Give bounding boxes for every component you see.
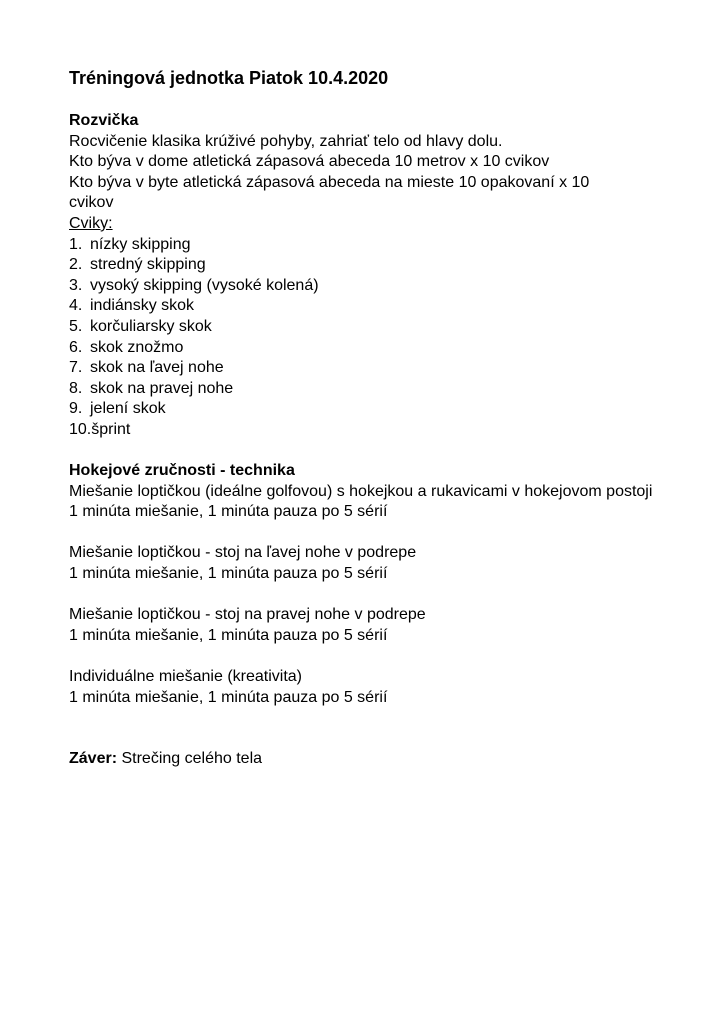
- list-item-text: skok na ľavej nohe: [90, 359, 224, 377]
- list-item: [69, 399, 689, 420]
- hockey-block-desc: Miešanie loptičkou (ideálne golfovou) s hokejkou a rukavicami v hokejovom postoji: [69, 482, 653, 500]
- hockey-section: [69, 461, 689, 708]
- list-item-number: 8.: [69, 379, 83, 397]
- hockey-block-desc: Miešanie loptičkou - stoj na pravej nohe v podrepe: [69, 606, 426, 624]
- list-item: [69, 317, 689, 338]
- exercise-list: [69, 235, 689, 441]
- warmup-line: Kto býva v byte atletická zápasová abeceda na mieste 10 opakovaní x 10 cvikov: [69, 173, 590, 212]
- hockey-block-detail: 1 minúta miešanie, 1 minúta pauza po 5 sérií: [69, 503, 388, 521]
- list-item: [69, 338, 689, 359]
- closing-section: [69, 749, 689, 770]
- list-item-number: 7.: [69, 359, 83, 377]
- closing-label: Záver:: [69, 750, 118, 768]
- list-item-text: nízky skipping: [90, 235, 191, 253]
- list-item-number: 3.: [69, 276, 83, 294]
- list-item-number: 2.: [69, 256, 83, 274]
- list-item-text: jelení skok: [90, 400, 166, 418]
- list-item-number: 10.: [69, 420, 92, 438]
- list-item: [69, 235, 689, 256]
- list-item-number: 4.: [69, 297, 83, 315]
- hockey-block-detail: 1 minúta miešanie, 1 minúta pauza po 5 sérií: [69, 688, 388, 706]
- list-item: [69, 296, 689, 317]
- list-item: [69, 379, 689, 400]
- hockey-heading: Hokejové zručnosti - technika: [69, 462, 295, 480]
- hockey-block-detail: 1 minúta miešanie, 1 minúta pauza po 5 sérií: [69, 626, 388, 644]
- document-title: Tréningová jednotka Piatok 10.4.2020: [69, 68, 389, 88]
- list-item-number: 1.: [69, 235, 83, 253]
- warmup-line: Kto býva v dome atletická zápasová abeceda 10 metrov x 10 cvikov: [69, 153, 550, 171]
- list-item: [69, 255, 689, 276]
- list-item-text: šprint: [91, 420, 131, 438]
- list-item: [69, 358, 689, 379]
- list-item-text: korčuliarsky skok: [90, 317, 212, 335]
- list-item: [69, 276, 689, 297]
- warmup-heading: Rozvička: [69, 112, 139, 129]
- list-item-number: 6.: [69, 338, 83, 356]
- document-page: [69, 66, 689, 770]
- list-item-number: 5.: [69, 317, 83, 335]
- hockey-block-desc: Individuálne miešanie (kreativita): [69, 668, 302, 686]
- list-item-text: skok na pravej nohe: [90, 379, 234, 397]
- list-item-text: vysoký skipping (vysoké kolená): [90, 276, 319, 294]
- exercises-label: Cviky:: [69, 214, 113, 232]
- list-item-text: stredný skipping: [90, 256, 206, 274]
- list-item: [69, 420, 689, 441]
- warmup-line: Rocvičenie klasika krúživé pohyby, zahriať telo od hlavy dolu.: [69, 132, 503, 150]
- closing-text: Strečing celého tela: [121, 750, 263, 768]
- warmup-section: [69, 111, 689, 441]
- list-item-text: indiánsky skok: [90, 297, 195, 315]
- hockey-block-detail: 1 minúta miešanie, 1 minúta pauza po 5 sérií: [69, 565, 388, 583]
- list-item-number: 9.: [69, 400, 83, 418]
- list-item-text: skok znožmo: [90, 338, 184, 356]
- hockey-block-desc: Miešanie loptičkou - stoj na ľavej nohe v podrepe: [69, 544, 417, 562]
